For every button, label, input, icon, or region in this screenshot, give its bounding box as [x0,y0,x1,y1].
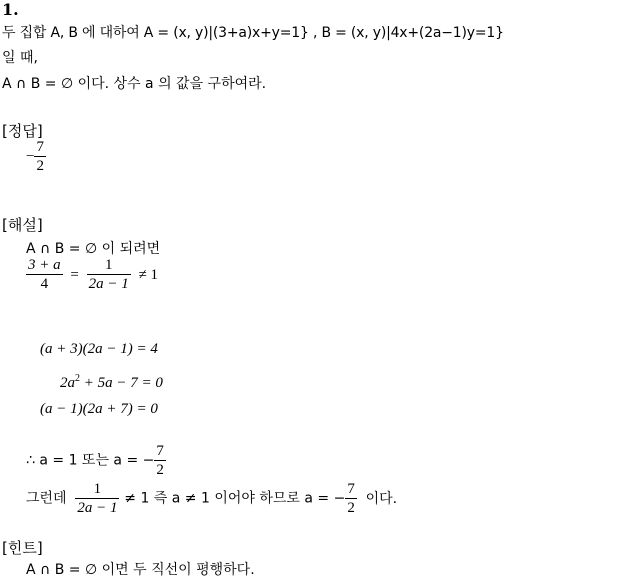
hint-text: A ∩ B = ∅ 이면 두 직선이 평행하다. [26,562,255,578]
hint-header: [힌트] [2,539,43,557]
condition-fraction-right [87,256,131,293]
answer-denominator: 2 [36,158,44,174]
problem-line-3: A ∩ B = ∅ 이다. 상수 a 의 값을 구하여라. [2,76,267,92]
conclusion-fraction-1 [75,480,119,517]
conclusion-suffix: 이다. [365,490,398,507]
conclusion-prefix: 그런데 [26,490,67,507]
answer-value [26,138,46,175]
step2-lead: 2a [60,375,75,391]
answer-header: [정답] [2,122,43,140]
conclusion-middle: ≠ 1 즉 a ≠ 1 이어야 하므로 a = − [124,490,346,507]
answer-numerator: 7 [36,139,44,155]
therefore-text: ∴ a = 1 또는 a = − [26,452,155,469]
therefore-fraction [154,442,166,479]
denominator: 2 [347,500,355,516]
solution-condition [26,256,158,293]
denominator: 2a − 1 [77,500,118,516]
numerator: 1 [104,257,113,273]
solution-step-1: (a + 3)(2a − 1) = 4 [40,341,158,357]
denominator: 2a − 1 [88,276,129,292]
denominator: 4 [40,276,49,292]
not-equal-one: ≠ 1 [138,266,159,283]
solution-header: [해설] [2,216,43,234]
numerator: 7 [347,481,355,497]
step2-rest: + 5a − 7 = 0 [80,375,163,391]
problem-line-1: 두 집합 A, B 에 대하여 A = (x, y)|(3+a)x+y=1} , B = (x, y)|4x+(2a−1)y=1} [2,25,504,41]
condition-fraction-left [26,256,63,293]
step2-exponent: 2 [75,373,80,384]
numerator: 3 + a [28,257,61,273]
solution-intro: A ∩ B = ∅ 이 되려면 [26,241,161,257]
numerator: 1 [93,481,102,497]
problem-number: 1. [2,0,19,19]
denominator: 2 [156,462,164,478]
solution-therefore [26,442,166,479]
numerator: 7 [156,443,164,459]
solution-step-3: (a − 1)(2a + 7) = 0 [40,401,158,417]
equals-sign: = [70,266,79,283]
answer-fraction [34,138,46,175]
answer-sign: − [26,148,35,165]
problem-line-2: 일 때, [2,50,38,66]
solution-conclusion [26,480,397,517]
solution-step-2 [60,370,163,392]
conclusion-fraction-2 [345,480,357,517]
